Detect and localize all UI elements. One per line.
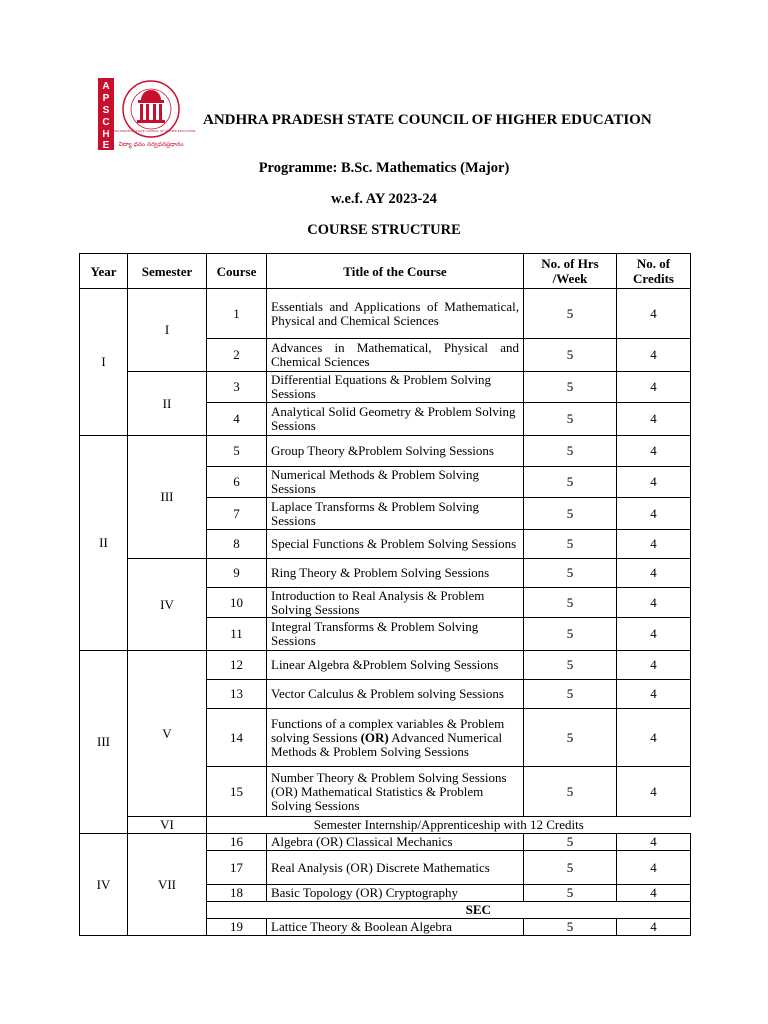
course-number: 11 (207, 618, 267, 651)
course-credits: 4 (617, 618, 691, 651)
course-credits: 4 (617, 834, 691, 851)
course-number: 9 (207, 559, 267, 588)
col-header-course: Course (207, 254, 267, 289)
course-hrs: 5 (524, 467, 617, 498)
table-row (80, 372, 691, 403)
course-title: Integral Transforms & Problem Solving Sessions (267, 618, 524, 651)
course-hrs: 5 (524, 403, 617, 436)
course-credits: 4 (617, 680, 691, 709)
svg-text:P: P (102, 93, 110, 104)
course-number: 19 (207, 919, 267, 936)
wef-line: w.e.f. AY 2023-24 (331, 191, 437, 207)
course-hrs: 5 (524, 498, 617, 530)
course-hrs: 5 (524, 530, 617, 559)
course-hrs: 5 (524, 588, 617, 618)
col-header-title: Title of the Course (267, 254, 524, 289)
course-credits: 4 (617, 651, 691, 680)
course-title: Numerical Methods & Problem Solving Sessions (267, 467, 524, 498)
svg-text:విద్యా ధనం సర్వధనప్రధానం: విద్యా ధనం సర్వధనప్రధానం (118, 141, 184, 148)
course-hrs: 5 (524, 919, 617, 936)
course-credits: 4 (617, 289, 691, 339)
course-hrs: 5 (524, 339, 617, 372)
course-credits: 4 (617, 436, 691, 467)
course-title: Number Theory & Problem Solving Sessions (OR) Mathematical Statistics & Problem Solving Sessions (267, 767, 524, 817)
course-hrs: 5 (524, 767, 617, 817)
course-credits: 4 (617, 919, 691, 936)
course-title: Lattice Theory & Boolean Algebra (267, 919, 524, 936)
course-credits: 4 (617, 498, 691, 530)
course-credits: 4 (617, 851, 691, 885)
course-title: Group Theory &Problem Solving Sessions (267, 436, 524, 467)
course-number: 3 (207, 372, 267, 403)
semester-cell: I (128, 289, 207, 372)
course-number: 7 (207, 498, 267, 530)
course-credits: 4 (617, 559, 691, 588)
course-title: Functions of a complex variables & Problem solving Sessions (OR) Advanced Numerical Methods & Problem Solving Sessions (267, 709, 524, 767)
course-hrs: 5 (524, 372, 617, 403)
course-number: 15 (207, 767, 267, 817)
course-hrs: 5 (524, 618, 617, 651)
course-number: 18 (207, 885, 267, 902)
course-title: Ring Theory & Problem Solving Sessions (267, 559, 524, 588)
svg-text:S: S (102, 105, 110, 116)
semester-cell: V (128, 651, 207, 817)
course-hrs: 5 (524, 834, 617, 851)
course-hrs: 5 (524, 289, 617, 339)
year-cell: III (80, 651, 128, 834)
course-number: 6 (207, 467, 267, 498)
course-title: Advances in Mathematical, Physical and Chemical Sciences (267, 339, 524, 372)
course-hrs: 5 (524, 885, 617, 902)
course-structure-heading: COURSE STRUCTURE (307, 222, 461, 238)
course-credits: 4 (617, 372, 691, 403)
course-title: Real Analysis (OR) Discrete Mathematics (267, 851, 524, 885)
table-header-row (80, 254, 691, 289)
course-credits: 4 (617, 530, 691, 559)
course-credits: 4 (617, 339, 691, 372)
col-header-credits: No. of Credits (617, 254, 691, 289)
sec-label: SEC (267, 902, 691, 919)
course-credits: 4 (617, 588, 691, 618)
course-hrs: 5 (524, 709, 617, 767)
course-number: 4 (207, 403, 267, 436)
table-row (80, 289, 691, 339)
course-number: 16 (207, 834, 267, 851)
year-cell: IV (80, 834, 128, 936)
course-title: Differential Equations & Problem Solving Sessions (267, 372, 524, 403)
course-number: 10 (207, 588, 267, 618)
table-row (80, 834, 691, 851)
course-hrs: 5 (524, 559, 617, 588)
course-title: Laplace Transforms & Problem Solving Sessions (267, 498, 524, 530)
course-credits: 4 (617, 767, 691, 817)
semester-cell: VI (128, 817, 207, 834)
svg-text:C: C (102, 117, 110, 128)
course-hrs: 5 (524, 436, 617, 467)
semester-cell: IV (128, 559, 207, 651)
apsche-logo (98, 78, 196, 151)
svg-text:ANDHRA PRADESH STATE COUNCIL O: ANDHRA PRADESH STATE COUNCIL OF HIGHER EDUCATION (106, 129, 196, 133)
course-title: Linear Algebra &Problem Solving Sessions (267, 651, 524, 680)
course-number: 5 (207, 436, 267, 467)
year-cell: II (80, 436, 128, 651)
table-row (80, 651, 691, 680)
semester-cell: III (128, 436, 207, 559)
table-row (80, 559, 691, 588)
table-row (80, 817, 691, 834)
course-number: 17 (207, 851, 267, 885)
col-header-hrs: No. of Hrs /Week (524, 254, 617, 289)
col-header-semester: Semester (128, 254, 207, 289)
course-title: Vector Calculus & Problem solving Sessions (267, 680, 524, 709)
semester-cell: VII (128, 834, 207, 936)
svg-text:A: A (102, 81, 110, 92)
course-hrs: 5 (524, 651, 617, 680)
semester-cell: II (128, 372, 207, 436)
course-number: 1 (207, 289, 267, 339)
internship-note: Semester Internship/Apprenticeship with 12 Credits (207, 817, 691, 834)
course-credits: 4 (617, 467, 691, 498)
table-row (80, 436, 691, 467)
course-hrs: 5 (524, 851, 617, 885)
course-title: Introduction to Real Analysis & Problem Solving Sessions (267, 588, 524, 618)
course-credits: 4 (617, 403, 691, 436)
course-credits: 4 (617, 885, 691, 902)
course-structure-table (79, 253, 691, 936)
council-title: ANDHRA PRADESH STATE COUNCIL OF HIGHER EDUCATION (203, 112, 652, 128)
svg-text:E: E (102, 140, 110, 151)
course-title: Essentials and Applications of Mathematical, Physical and Chemical Sciences (267, 289, 524, 339)
course-number: 8 (207, 530, 267, 559)
svg-text:H: H (102, 129, 110, 140)
course-number: 14 (207, 709, 267, 767)
course-title: Special Functions & Problem Solving Sessions (267, 530, 524, 559)
year-cell: I (80, 289, 128, 436)
programme-title: Programme: B.Sc. Mathematics (Major) (258, 160, 510, 176)
course-number: 12 (207, 651, 267, 680)
course-hrs: 5 (524, 680, 617, 709)
course-title: Analytical Solid Geometry & Problem Solving Sessions (267, 403, 524, 436)
course-number: 13 (207, 680, 267, 709)
course-number: 2 (207, 339, 267, 372)
course-title: Basic Topology (OR) Cryptography (267, 885, 524, 902)
course-credits: 4 (617, 709, 691, 767)
col-header-year: Year (80, 254, 128, 289)
course-title: Algebra (OR) Classical Mechanics (267, 834, 524, 851)
